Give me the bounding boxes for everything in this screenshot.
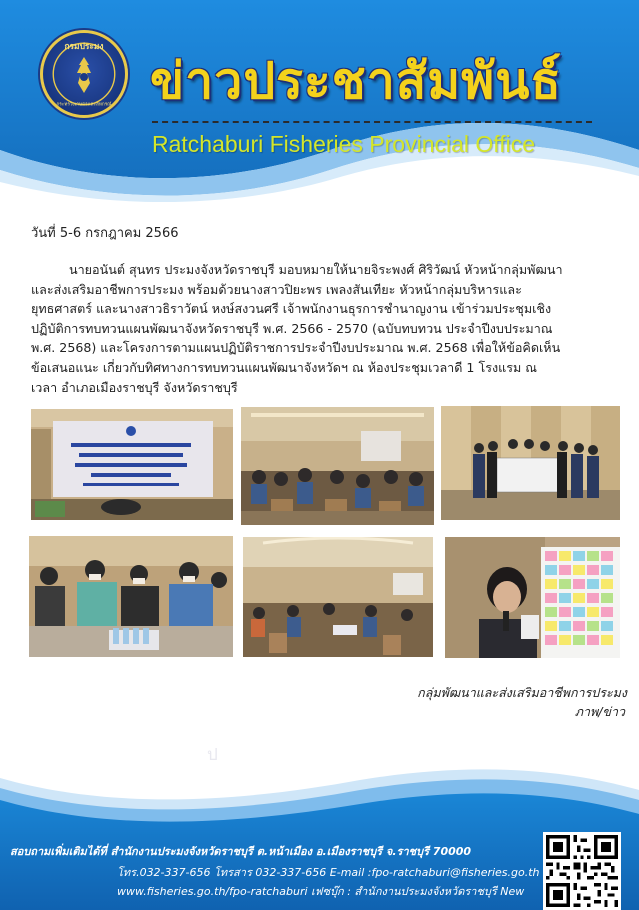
stray-mark: ป — [207, 745, 218, 765]
fisheries-department-logo — [40, 30, 128, 118]
page-title-thai: ข่าวประชาสัมพันธ์ — [150, 52, 562, 110]
footer-contact: โทร.032-337-656 โทรสาร 032-337-656 E-mail :fpo-ratchaburi@fisheries.go.th — [117, 866, 540, 879]
footer-banner — [0, 760, 639, 910]
footer-address: สอบถามเพิ่มเติมได้ที่ สำนักงานประมงจังหวัดราชบุรี ต.หน้าเมือง อ.เมืองราชบุรี จ.ราชบุรี 70000 — [10, 845, 472, 858]
photo-participants-seated — [29, 536, 233, 657]
article-line: นายอนันต์ สุนทร ประมงจังหวัดราชบุรี มอบหมายให้นายจิระพงศ์ ศิริวัฒน์ หัวหน้ากลุ่มพัฒนา — [69, 262, 563, 277]
footer-website: www.fisheries.go.th/fpo-ratchaburi เฟซบุ๊ก : สำนักงานประมงจังหวัดราชบุรี New — [117, 885, 525, 898]
article-line: ข้อเสนอแนะ เกี่ยวกับทิศทางการทบทวนแผนพัฒนาจังหวัดฯ ณ ห้องประชุมเวลาดี 1 โรงแรม ณ — [31, 359, 537, 375]
naga-emblem-icon — [69, 55, 99, 95]
photo-meeting-hall-wide — [241, 407, 434, 525]
page-subtitle-english: Ratchaburi Fisheries Provincial Office — [152, 131, 536, 157]
logo-subtext: กระทรวงเกษตรและสหกรณ์ — [56, 102, 112, 108]
article-line: ปฏิบัติการทบทวนแผนพัฒนาจังหวัดราชบุรี พ.ศ. 2566 - 2570 (ฉบับทบทวน ประจำปีงบประมาณ — [31, 320, 553, 336]
header-divider — [152, 121, 592, 123]
photo-presentation-screen — [31, 409, 233, 520]
credit-department: กลุ่มพัฒนาและส่งเสริมอาชีพการประมง — [417, 685, 627, 700]
article-body — [31, 260, 616, 397]
header-banner — [0, 0, 639, 205]
article-line: พ.ศ. 2568) และโครงการตามแผนปฏิบัติราชการประจำปีงบประมาณ พ.ศ. 2568 เพื่อให้ข้อคิดเห็น — [31, 340, 561, 356]
qr-code-icon — [543, 832, 621, 910]
credit-role: ภาพ/ข่าว — [574, 704, 625, 719]
article-line: และส่งเสริมอาชีพการประมง พร้อมด้วยนางสาวปิยะพร เพลงสันเทียะ หัวหน้ากลุ่มบริหารและ — [31, 281, 522, 297]
article-date: วันที่ 5-6 กรกฎาคม 2566 — [31, 226, 179, 241]
photo-hall-tables — [243, 537, 433, 657]
logo-text: กรมประมง — [64, 40, 104, 51]
photo-group-photo — [441, 406, 620, 520]
article-line: ยุทธศาสตร์ และนางสาวธิราวัตน์ หงษ์สงวนศรี เจ้าพนักงานธุรการชำนาญงาน เข้าร่วมประชุมเชิง — [31, 301, 552, 317]
photo-speaker-sticky-notes — [445, 537, 620, 658]
article-line: เวลา อำเภอเมืองราชบุรี จังหวัดราชบุรี — [31, 379, 238, 395]
